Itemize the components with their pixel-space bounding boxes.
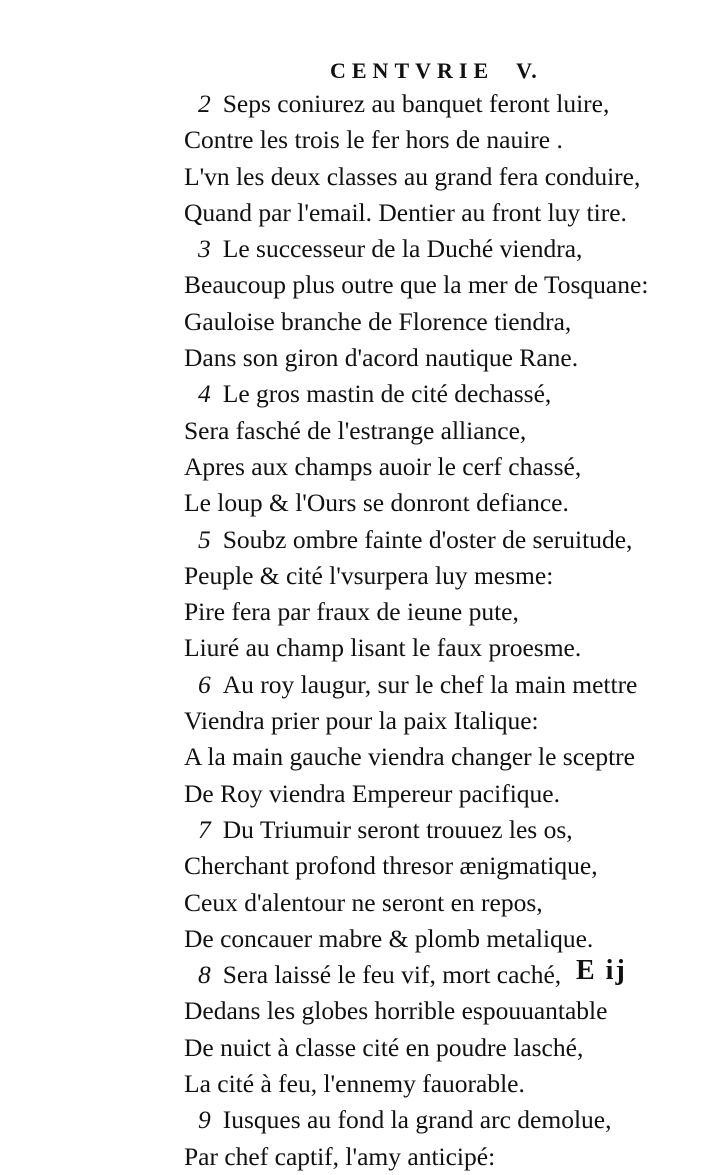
verse-line xyxy=(0,522,710,558)
verse-text: A la main gauche viendra changer le sceptre xyxy=(184,742,635,772)
verse-text: Quand par l'email. Dentier au front luy tire. xyxy=(184,197,627,227)
verse-text: Apres aux champs auoir le cerf chassé, xyxy=(184,451,582,481)
verse-line xyxy=(0,413,710,449)
verse-text: De Roy viendra Empereur pacifique. xyxy=(184,778,560,808)
verse-text: Cherchant profond thresor ænigmatique, xyxy=(184,851,598,881)
verse-text: De concauer mabre & plomb metalique. xyxy=(184,923,594,953)
verse-line xyxy=(0,885,710,921)
verse-text: Pire fera par fraux de ieune pute, xyxy=(184,597,519,627)
quatrain-number: 9 xyxy=(198,1105,211,1135)
running-head xyxy=(330,58,539,84)
verse-line xyxy=(0,776,710,812)
verse-text: Gauloise branche de Florence tiendra, xyxy=(184,306,572,336)
quatrain xyxy=(0,376,710,521)
quatrain xyxy=(0,231,710,376)
verse-line xyxy=(0,667,710,703)
quatrain-number: 3 xyxy=(198,234,211,264)
verse-line xyxy=(0,630,710,666)
verse-line xyxy=(0,993,710,1029)
verse-text: Liuré au champ lisant le faux proesme. xyxy=(184,633,582,663)
verse-line xyxy=(0,812,710,848)
verse-text: Le gros mastin de cité dechassé, xyxy=(222,379,552,409)
verse-line xyxy=(0,921,710,957)
verse-text: Ceux d'alentour ne seront en repos, xyxy=(184,887,543,917)
verse-line xyxy=(0,449,710,485)
verse-text: Peuple & cité l'vsurpera luy mesme: xyxy=(184,560,554,590)
verse-text: L'vn les deux classes au grand fera conduire, xyxy=(184,161,641,191)
verse-text: Viendra prier pour la paix Italique: xyxy=(184,706,539,736)
verse-text: Beaucoup plus outre que la mer de Tosquane: xyxy=(184,270,649,300)
signature-mark: E ij xyxy=(576,955,627,986)
quatrain-number: 5 xyxy=(198,524,211,554)
quatrain-number: 7 xyxy=(198,814,211,844)
verse-text: Contre les trois le fer hors de nauire . xyxy=(184,125,563,155)
verse-text: Seps coniurez au banquet feront luire, xyxy=(222,89,610,118)
verse-text: Dans son giron d'acord nautique Rane. xyxy=(184,343,579,373)
verse-text: Sera laissé le feu vif, mort caché, xyxy=(222,960,562,990)
verse-text: Iusques au fond la grand arc demolue, xyxy=(222,1105,612,1135)
verse-text: Dedans les globes horrible espouuantable xyxy=(184,996,608,1026)
verse-body xyxy=(0,86,710,1175)
verse-text: Soubz ombre fainte d'oster de seruitude, xyxy=(222,524,633,554)
running-head-folio: V. xyxy=(516,58,539,83)
verse-text: Sera fasché de l'estrange alliance, xyxy=(184,415,527,445)
verse-line xyxy=(0,1066,710,1102)
verse-line xyxy=(0,195,710,231)
running-head-title: CENTVRIE xyxy=(330,58,495,83)
verse-line xyxy=(0,848,710,884)
verse-line xyxy=(0,340,710,376)
verse-line xyxy=(0,376,710,412)
quatrain-number: 6 xyxy=(198,669,211,699)
verse-line xyxy=(0,1139,710,1175)
verse-text: De nuict à classe cité en poudre lasché, xyxy=(184,1032,584,1062)
verse-line xyxy=(0,122,710,158)
verse-text: Le successeur de la Duché viendra, xyxy=(222,234,583,264)
quatrain-number: 4 xyxy=(198,379,211,409)
verse-line xyxy=(0,159,710,195)
verse-line xyxy=(0,558,710,594)
quatrain-number: 8 xyxy=(198,960,211,990)
verse-line xyxy=(0,485,710,521)
verse-text: La cité à feu, l'ennemy fauorable. xyxy=(184,1069,525,1099)
quatrain xyxy=(0,667,710,812)
verse-text: Le loup & l'Ours se donront defiance. xyxy=(184,488,569,518)
verse-line xyxy=(0,1102,710,1138)
verse-text: Du Triumuir seront trouuez les os, xyxy=(222,814,573,844)
verse-line xyxy=(0,703,710,739)
verse-line xyxy=(0,1030,710,1066)
verse-line xyxy=(0,304,710,340)
quatrain xyxy=(0,86,710,231)
quatrain xyxy=(0,812,710,957)
verse-line xyxy=(0,231,710,267)
quatrain-number: 2 xyxy=(198,89,211,118)
verse-text: Au roy laugur, sur le chef la main mettre xyxy=(222,669,638,699)
verse-text: Par chef captif, l'amy anticipé: xyxy=(184,1141,496,1171)
verse-line xyxy=(0,86,710,122)
quatrain xyxy=(0,1102,710,1175)
verse-line xyxy=(0,739,710,775)
quatrain xyxy=(0,522,710,667)
verse-line xyxy=(0,594,710,630)
verse-line xyxy=(0,267,710,303)
